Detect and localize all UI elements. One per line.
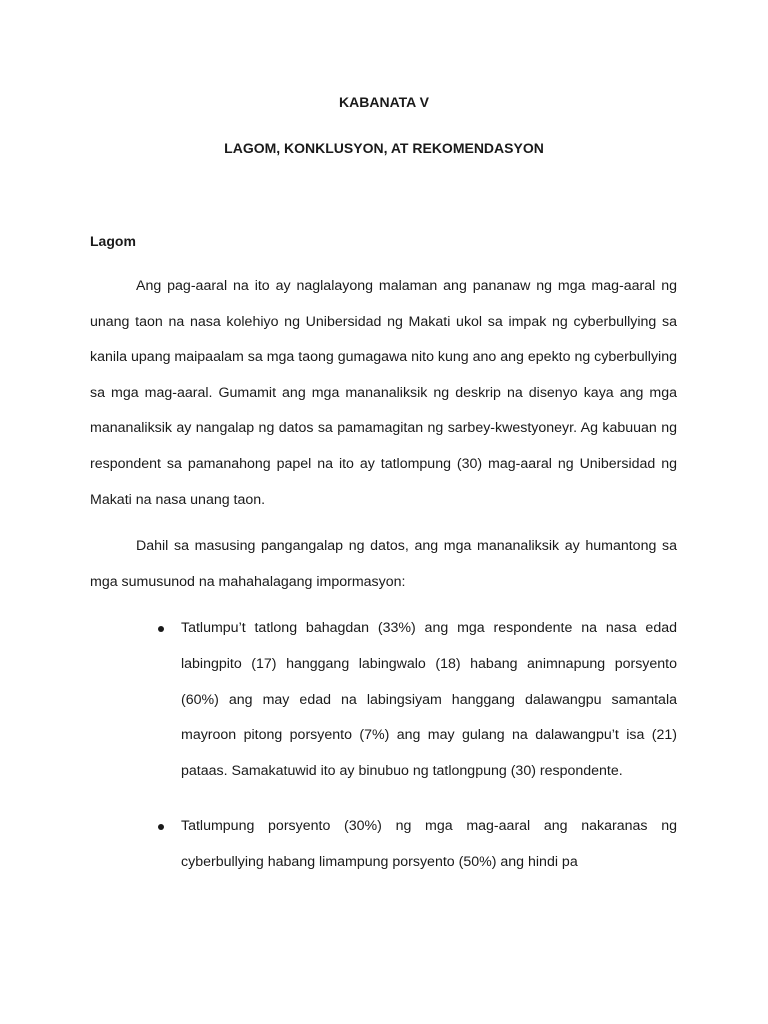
chapter-subtitle: LAGOM, KONKLUSYON, AT REKOMENDASYON xyxy=(224,140,544,156)
section-heading: Lagom xyxy=(90,233,136,249)
list-item xyxy=(90,611,677,790)
list-item-text: Tatlumpung porsyento (30%) ng mga mag-aaral ang nakaranas ng cyberbullying habang limampung porsyento (50%) ang hindi pa xyxy=(181,818,677,870)
bullet-icon xyxy=(158,824,164,830)
list-item xyxy=(90,809,677,881)
bullet-icon xyxy=(158,626,164,632)
findings-intro-paragraph: Dahil sa masusing pangangalap ng datos, ang mga mananaliksik ay humantong sa mga sumusunod na mahahalagang impormasyon: xyxy=(90,538,677,590)
chapter-title: KABANATA V xyxy=(339,94,429,110)
list-item-text: Tatlumpu’t tatlong bahagdan (33%) ang mga respondente na nasa edad labingpito (17) hanggang labingwalo (18) habang animnapung porsyento (60%) ang may edad na labingsiyam hanggang dalawangpu samantala mayroon pitong porsyento (7%) ang may gulang na dalawangpu’t isa (21) pataas. Samakatuwid ito ay binubuo ng tatlongpung (30) respondente. xyxy=(181,620,677,780)
findings-list-continued xyxy=(90,809,677,881)
summary-paragraph: Ang pag-aaral na ito ay naglalayong malaman ang pananaw ng mga mag-aaral ng unang taon na nasa kolehiyo ng Unibersidad ng Makati ukol sa impak ng cyberbullying sa kanila upang maipaalam sa mga taong gumagawa nito kung ano ang epekto ng cyberbullying sa mga mag-aaral. Gumamit ang mga mananaliksik ng deskrip na disenyo kaya ang mga mananaliksik ay nangalap ng datos sa pamamagitan ng sarbey-kwestyoneyr. Ag kabuuan ng respondent sa pamanahong papel na ito ay tatlompung (30) mag-aaral ng Unibersidad ng Makati na nasa unang taon. xyxy=(90,278,677,508)
findings-list xyxy=(90,611,677,790)
